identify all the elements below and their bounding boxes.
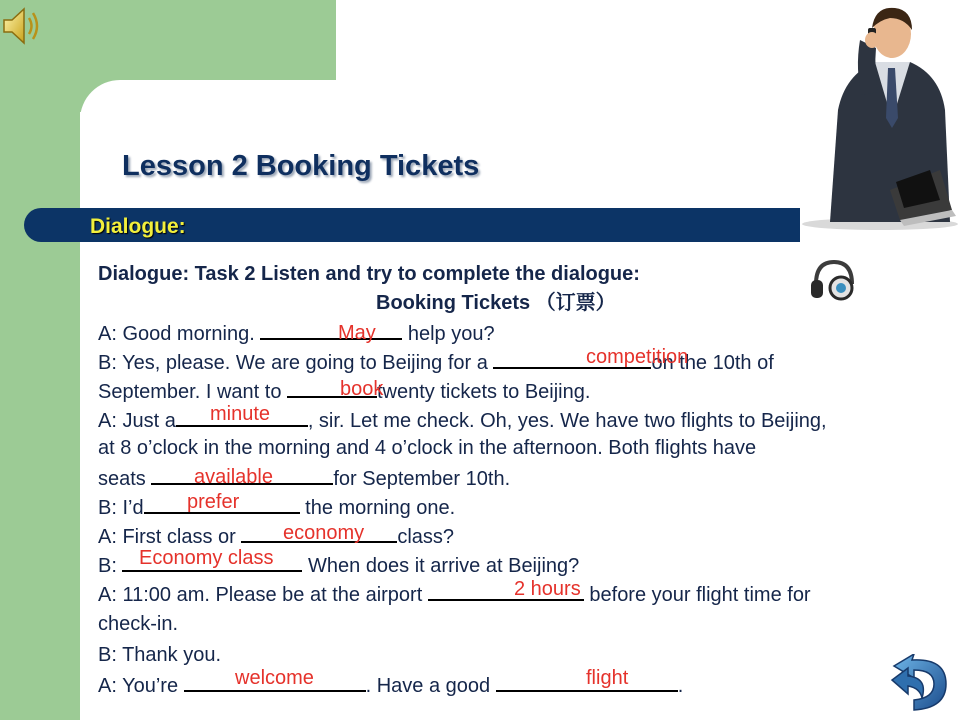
dialogue-text: class? — [397, 526, 455, 548]
answer-text: May — [338, 322, 376, 344]
dialogue-line — [98, 436, 954, 460]
answer-text: Economy class — [139, 547, 274, 569]
dialogue-text: September. I want to — [98, 381, 287, 403]
answer-text: available — [194, 466, 273, 488]
dialogue-text: B: Thank you. — [98, 644, 222, 666]
dialogue-text: at 8 o’clock in the morning and 4 o’clock in the afternoon. Both flights have — [98, 437, 757, 459]
dialogue-line — [98, 320, 954, 346]
answer-text: welcome — [235, 667, 314, 689]
answer-text: minute — [210, 403, 271, 425]
dialogue-line — [98, 612, 954, 636]
answer-text: flight — [586, 667, 629, 689]
lesson-title: Lesson 2 Booking Tickets — [122, 150, 480, 182]
dialogue-text: help you? — [402, 323, 495, 345]
dialogue-text: B: Yes, please. We are going to Beijing for a — [98, 352, 494, 374]
dialogue-line — [98, 378, 954, 404]
section-label: Dialogue: — [90, 215, 186, 238]
answer-text: economy — [283, 522, 365, 544]
dialogue-text: on the 10th of — [651, 352, 774, 374]
dialogue-line — [98, 349, 954, 375]
answer-text: 2 hours — [514, 578, 581, 600]
dialogue-line — [98, 643, 954, 667]
dialogue-text: , sir. Let me check. Oh, yes. We have two flights to Beijing, — [307, 410, 827, 432]
dialogue-subtitle: Booking Tickets （订票） — [376, 292, 616, 314]
dialogue-text: check-in. — [98, 613, 179, 635]
dialogue-text: When does it arrive at Beijing? — [302, 555, 580, 577]
answer-blank[interactable] — [260, 320, 402, 340]
return-arrow-icon[interactable] — [884, 654, 954, 714]
dialogue-text: A: First class or — [98, 526, 242, 548]
dialogue-text: twenty tickets to Beijing. — [377, 381, 591, 403]
dialogue-text: A: 11:00 am. Please be at the airport — [98, 584, 428, 606]
answer-text: prefer — [187, 491, 240, 513]
dialogue-text: . — [677, 675, 684, 697]
dialogue-text: A: Good morning. — [98, 323, 261, 345]
dialogue-text: B: I’d — [98, 497, 144, 519]
dialogue-text: A: You’re — [98, 675, 184, 697]
task-instruction: Dialogue: Task 2 Listen and try to complete the dialogue: — [98, 263, 640, 285]
answer-text: book — [340, 378, 384, 400]
dialogue-line — [98, 523, 954, 549]
dialogue-text: for September 10th. — [333, 468, 511, 490]
dialogue-text: before your flight time for — [583, 584, 811, 606]
speaker-icon[interactable] — [2, 4, 42, 48]
dialogue-text: . Have a good — [365, 675, 496, 697]
dialogue-text: seats — [98, 468, 152, 490]
dialogue-text: B: — [98, 555, 123, 577]
dialogue-line — [98, 672, 954, 698]
dialogue-text: A: Just a — [98, 410, 176, 432]
dialogue-text: the morning one. — [299, 497, 456, 519]
businessman-on-phone-illustration — [800, 0, 960, 232]
answer-text: competition — [586, 346, 689, 368]
